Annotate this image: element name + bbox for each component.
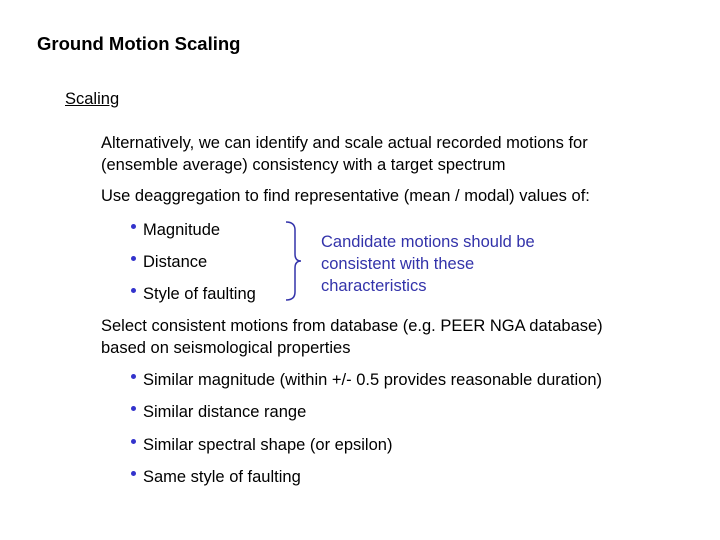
- list-item: Same style of faulting: [123, 466, 301, 488]
- paragraph-line: based on seismological properties: [101, 339, 351, 357]
- paragraph-line: Use deaggregation to find representative (mean / modal) values of:: [101, 187, 590, 205]
- brace-note-line: characteristics: [321, 277, 427, 295]
- list-item: Similar spectral shape (or epsilon): [123, 434, 392, 456]
- list-item: Magnitude: [123, 219, 220, 241]
- list-item: Similar magnitude (within +/- 0.5 provides reasonable duration): [123, 369, 602, 391]
- section-heading: Scaling: [65, 90, 120, 108]
- paragraph-line: (ensemble average) consistency with a target spectrum: [101, 156, 506, 174]
- list-item: Distance: [123, 251, 207, 273]
- brace-note-line: consistent with these: [321, 255, 475, 273]
- paragraph-line: Alternatively, we can identify and scale actual recorded motions for: [101, 134, 588, 152]
- brace-icon: [283, 220, 307, 302]
- list-item: Style of faulting: [123, 283, 256, 305]
- paragraph-line: Select consistent motions from database (e.g. PEER NGA database): [101, 317, 603, 335]
- brace-note-line: Candidate motions should be: [321, 233, 535, 251]
- list-item: Similar distance range: [123, 401, 306, 423]
- slide-title: Ground Motion Scaling: [37, 33, 241, 54]
